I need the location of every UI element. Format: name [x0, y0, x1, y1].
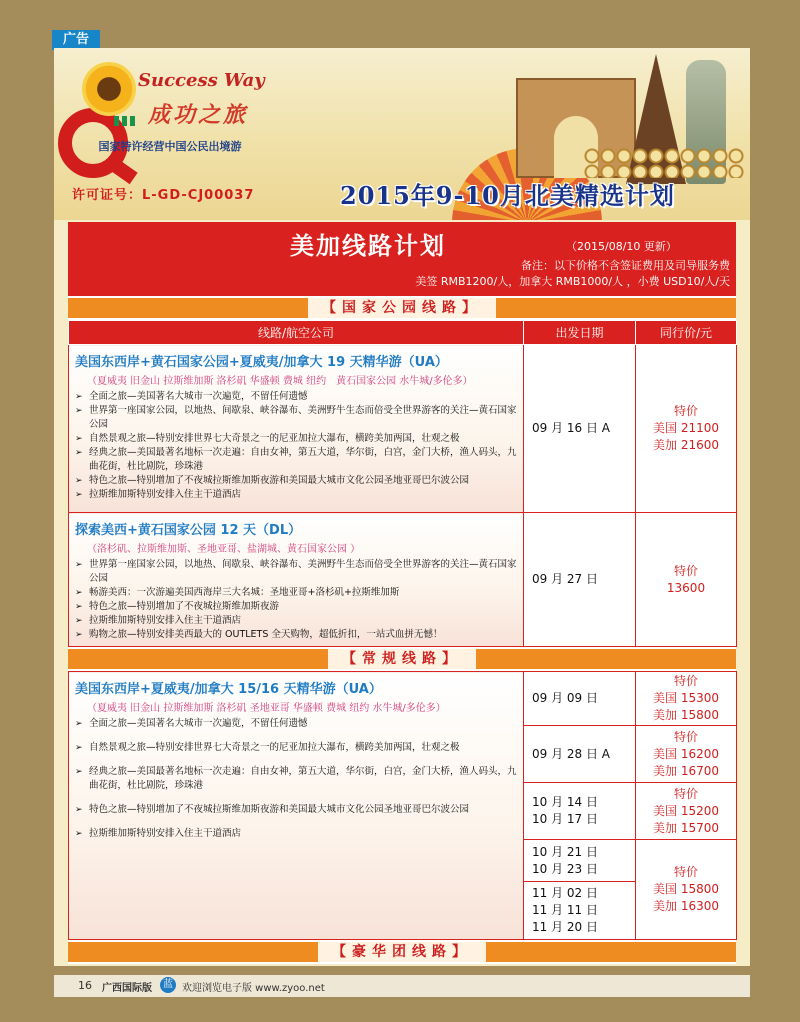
price-us: 美国 15200 — [653, 803, 719, 818]
list-item: ➢ 特色之旅—特别增加了不夜城拉斯维加斯夜游和美国最大城市文化公园圣地亚哥巴尔波公园 — [75, 803, 517, 817]
list-item: ➢ 畅游美西：一次游遍美国西海岸三大名城：圣地亚哥+洛杉矶+拉斯维加斯 — [75, 586, 517, 600]
departure-date — [524, 783, 636, 840]
date-line: 11 月 11 日 — [532, 903, 598, 917]
list-item: ➢ 全面之旅—美国著名大城市一次遍览，不留任何遗憾 — [75, 390, 517, 404]
price-cell — [636, 840, 737, 940]
table-header-row — [69, 321, 737, 345]
list-item: ➢ 自然景观之旅—特别安排世界七大奇景之一的尼亚加拉大瀑布，横跨美加两国，壮观之极 — [75, 741, 517, 755]
section-label: 【豪华团线路】 — [318, 942, 486, 962]
national-park-routes — [68, 320, 737, 647]
route-cities: （洛杉矶、拉斯维加斯、圣地亚哥、盐湖城、黄石国家公园 ） — [87, 544, 361, 555]
brochure-header — [54, 48, 750, 220]
price-label: 特价 — [673, 674, 698, 688]
price-cell — [636, 345, 737, 513]
section-regular — [68, 647, 736, 671]
list-item: ➢ 自然景观之旅—特别安排世界七大奇景之一的尼亚加拉大瀑布，横跨美加两国，壮观之极 — [75, 432, 517, 446]
route-highlights — [75, 558, 517, 642]
list-item: ➢ 世界第一座国家公园，以地热、间歇泉、峡谷瀑布、美洲野牛生态而倍受全世界游客的关注—黄石国家公园 — [75, 558, 517, 586]
section-label: 【常规线路】 — [328, 649, 476, 669]
list-item: ➢ 全面之旅—美国著名大城市一次遍览，不留任何遗憾 — [75, 717, 517, 731]
date-line: 10 月 14 日 — [532, 795, 598, 809]
price-cell — [636, 513, 737, 647]
brand-name-en: Success Way — [138, 70, 265, 91]
regular-routes — [68, 671, 737, 940]
price-label: 特价 — [673, 786, 698, 801]
price-label: 特价 — [673, 404, 698, 418]
price-ca: 美加 16300 — [653, 899, 719, 913]
date-line: 11 月 20 日 — [532, 920, 598, 934]
price-us: 美国 16200 — [653, 746, 719, 761]
price-label: 特价 — [673, 563, 698, 578]
brand-name-cn: 成功之旅 — [148, 102, 249, 128]
route-cell — [69, 672, 524, 940]
table-row — [69, 672, 737, 726]
route-name[interactable]: 美国东西岸+黄石国家公园+夏威夷/加拿大 19 天精华游（UA） — [75, 355, 448, 370]
route-table — [68, 222, 736, 964]
date-line: 10 月 21 日 — [532, 844, 598, 859]
logo-stripes-icon — [114, 116, 136, 126]
note-line: 美签 RMB1200/人，加拿大 RMB1000/人 ，小费 USD10/人/天 — [415, 275, 730, 288]
page-footer — [54, 975, 750, 997]
column-header-date: 出发日期 — [524, 321, 636, 345]
list-item: ➢ 经典之旅—美国最著名地标一次走遍：自由女神，第五大道，华尔街，白宫，金门大桥，渔人码头，九曲花街，杜比剧院，珍珠港 — [75, 765, 517, 793]
date-line: 10 月 23 日 — [532, 861, 598, 876]
price-cell — [636, 672, 737, 726]
price-cell — [636, 783, 737, 840]
route-cell — [69, 345, 524, 513]
price-ca: 美加 15800 — [653, 708, 719, 722]
list-item: ➢ 购物之旅—特别安排美西最大的 OUTLETS 全天购物，超低折扣，一站式血拼无憾！ — [75, 628, 517, 642]
route-cell — [69, 513, 524, 647]
section-label: 【国家公园线路】 — [308, 298, 496, 318]
price-ca: 美加 21600 — [653, 438, 719, 452]
publication-name: 广西国际版 — [102, 983, 152, 994]
list-item: ➢ 拉斯维加斯特别安排入住主干道酒店 — [75, 827, 517, 841]
table-row — [69, 345, 737, 513]
route-highlights — [75, 390, 517, 502]
publication-tagline[interactable]: 欢迎浏览电子版 www.zyoo.net — [182, 983, 325, 994]
table-row — [69, 513, 737, 647]
campaign-title: 2015年9-10月北美精选计划 — [340, 181, 675, 210]
route-name[interactable]: 美国东西岸+夏威夷/加拿大 15/16 天精华游（UA） — [75, 682, 382, 697]
departure-date: 09 月 09 日 — [524, 672, 636, 726]
list-item: ➢ 特色之旅—特别增加了不夜城拉斯维加斯夜游 — [75, 600, 517, 614]
note-line: 备注：以下价格不含签证费用及司导服务费 — [521, 259, 730, 272]
permit-number: 许可证号：L-GD-CJ00037 — [72, 188, 255, 203]
date-line: 11 月 02 日 — [532, 886, 598, 900]
departure-date — [524, 840, 636, 882]
departure-date — [524, 882, 636, 940]
price-note — [415, 258, 730, 290]
licensed-text: 国家特许经营中国公民出境游 — [98, 140, 242, 153]
price-ca: 美加 15700 — [653, 820, 719, 835]
price-label: 特价 — [673, 865, 698, 879]
price-cell — [636, 726, 737, 783]
sunflower-icon — [82, 62, 136, 116]
price-us: 美国 15800 — [653, 882, 719, 896]
price-ca: 美加 16700 — [653, 763, 719, 778]
section-luxury — [68, 940, 736, 964]
price-us: 美国 15300 — [653, 691, 719, 705]
price-label: 特价 — [673, 729, 698, 744]
table-title-band — [68, 222, 736, 296]
departure-date: 09 月 27 日 — [524, 513, 636, 647]
ad-label: 广告 — [52, 30, 100, 50]
route-cities: （夏威夷 旧金山 拉斯维加斯 洛杉矶 圣地亚哥 华盛顿 费城 纽约 水牛城/多伦多） — [87, 703, 446, 714]
section-national-parks — [68, 296, 736, 320]
departure-date: 09 月 16 日 A — [524, 345, 636, 513]
departure-date: 09 月 28 日 A — [524, 726, 636, 783]
update-date: （2015/08/10 更新） — [566, 240, 677, 253]
route-highlights — [75, 717, 517, 841]
brochure-page — [54, 48, 750, 966]
column-header-route: 线路/航空公司 — [69, 321, 524, 345]
list-item: ➢ 拉斯维加斯特别安排入住主干道酒店 — [75, 614, 517, 628]
price-us: 13600 — [666, 580, 706, 595]
page-number: 16 — [78, 979, 92, 992]
date-line: 10 月 17 日 — [532, 812, 598, 826]
route-name[interactable]: 探索美西+黄石国家公园 12 天（DL） — [75, 523, 302, 538]
column-header-price: 同行价/元 — [636, 321, 737, 345]
table-title: 美加线路计划 — [290, 232, 446, 260]
bead-decoration — [584, 148, 744, 178]
route-cities: （夏威夷 旧金山 拉斯维加斯 洛杉矶 华盛顿 费城 纽约 黄石国家公园 水牛城/多伦多） — [87, 376, 473, 387]
list-item: ➢ 经典之旅—美国最著名地标一次走遍：自由女神，第五大道，华尔街，白宫，金门大桥，渔人码头，九曲花街，杜比剧院，珍珠港 — [75, 446, 517, 474]
price-us: 美国 21100 — [653, 421, 719, 435]
list-item: ➢ 特色之旅—特别增加了不夜城拉斯维加斯夜游和美国最大城市文化公园圣地亚哥巴尔波公园 — [75, 474, 517, 488]
publication-logo-icon: 蓝 — [160, 977, 176, 993]
list-item: ➢ 拉斯维加斯特别安排入住主干道酒店 — [75, 488, 517, 502]
list-item: ➢ 世界第一座国家公园，以地热、间歇泉、峡谷瀑布、美洲野牛生态而倍受全世界游客的关注—黄石国家公园 — [75, 404, 517, 432]
